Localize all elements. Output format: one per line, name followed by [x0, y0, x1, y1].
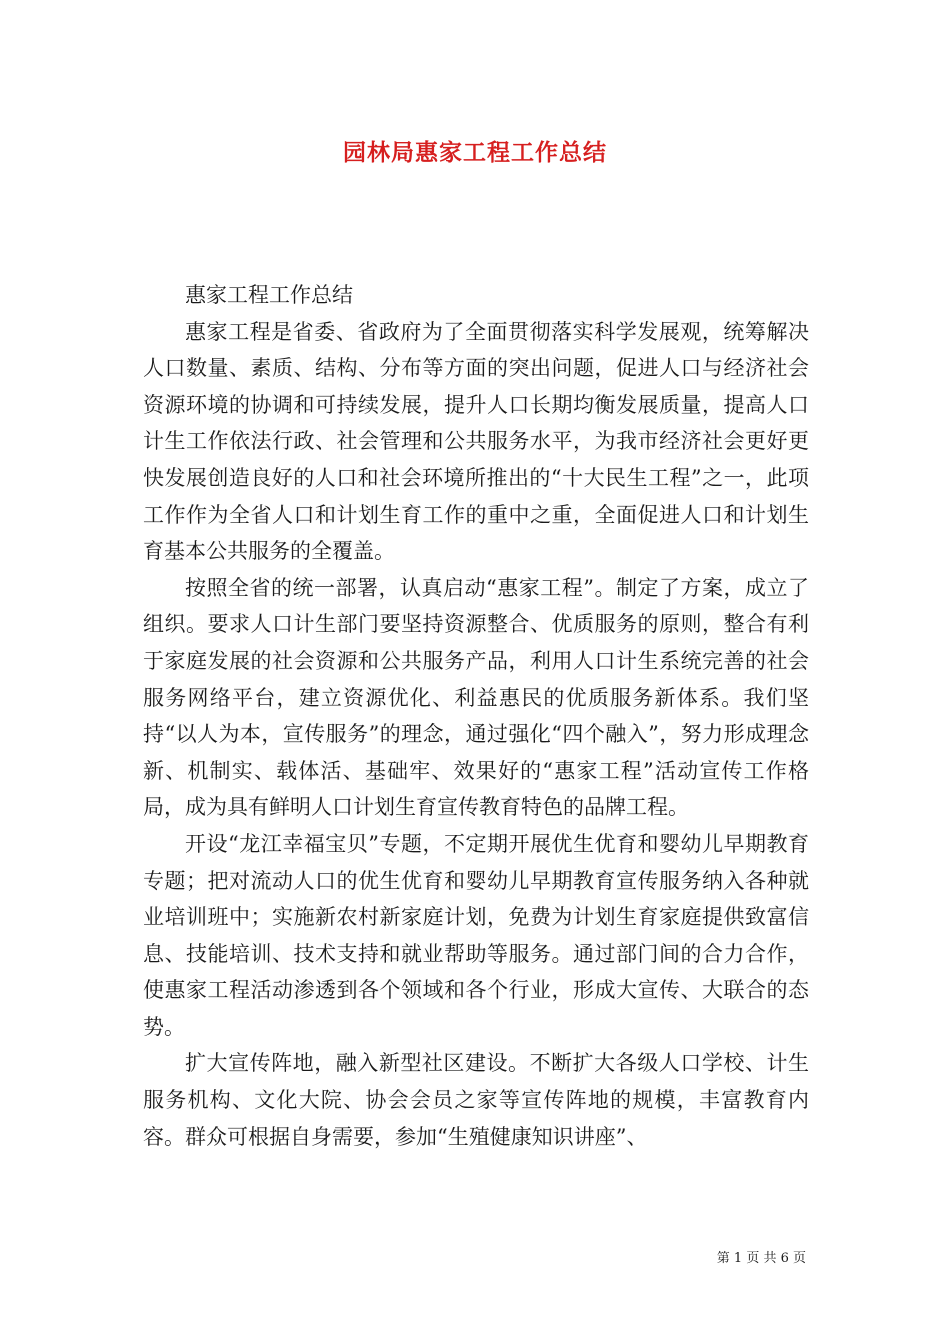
page-number-footer: 第 1 页 共 6 页 — [716, 1251, 806, 1266]
paragraph: 扩大宣传阵地，融入新型社区建设。不断扩大各级人口学校、计生服务机构、文化大院、协会会员之家等宣传阵地的规模，丰富教育内容。群众可根据自身需要，参加“生殖健康知识讲座”、 — [143, 1051, 809, 1149]
section-heading: 惠家工程工作总结 — [185, 283, 353, 307]
paragraph: 按照全省的统一部署，认真启动“惠家工程”。制定了方案，成立了组织。要求人口计生部门要坚持资源整合、优质服务的原则，整合有利于家庭发展的社会资源和公共服务产品，利用人口计生系统完善的社会服务网络平台，建立资源优化、利益惠民的优质服务新体系。我们坚持“以人为本，宣传服务”的理念，通过强化“四个融入”，努力形成理念新、机制实、载体活、基础牢、效果好的“惠家工程”活动宣传工作格局，成为具有鲜明人口计划生育宣传教育特色的品牌工程。 — [143, 575, 809, 820]
paragraph: 开设“龙江幸福宝贝”专题，不定期开展优生优育和婴幼儿早期教育专题；把对流动人口的优生优育和婴幼儿早期教育宣传服务纳入各种就业培训班中；实施新农村新家庭计划，免费为计划生育家庭提供致富信息、技能培训、技术支持和就业帮助等服务。通过部门间的合力合作，使惠家工程活动渗透到各个领域和各个行业，形成大宣传、大联合的态势。 — [143, 831, 809, 1039]
document-body — [143, 277, 809, 1155]
document-title: 园林局惠家工程工作总结 — [343, 139, 607, 166]
paragraph: 惠家工程是省委、省政府为了全面贯彻落实科学发展观，统筹解决人口数量、素质、结构、分布等方面的突出问题，促进人口与经济社会资源环境的协调和可持续发展，提升人口长期均衡发展质量，提高人口计生工作依法行政、社会管理和公共服务水平，为我市经济社会更好更快发展创造良好的人口和社会环境所推出的“十大民生工程”之一，此项工作作为全省人口和计划生育工作的重中之重，全面促进人口和计划生育基本公共服务的全覆盖。 — [143, 319, 809, 564]
